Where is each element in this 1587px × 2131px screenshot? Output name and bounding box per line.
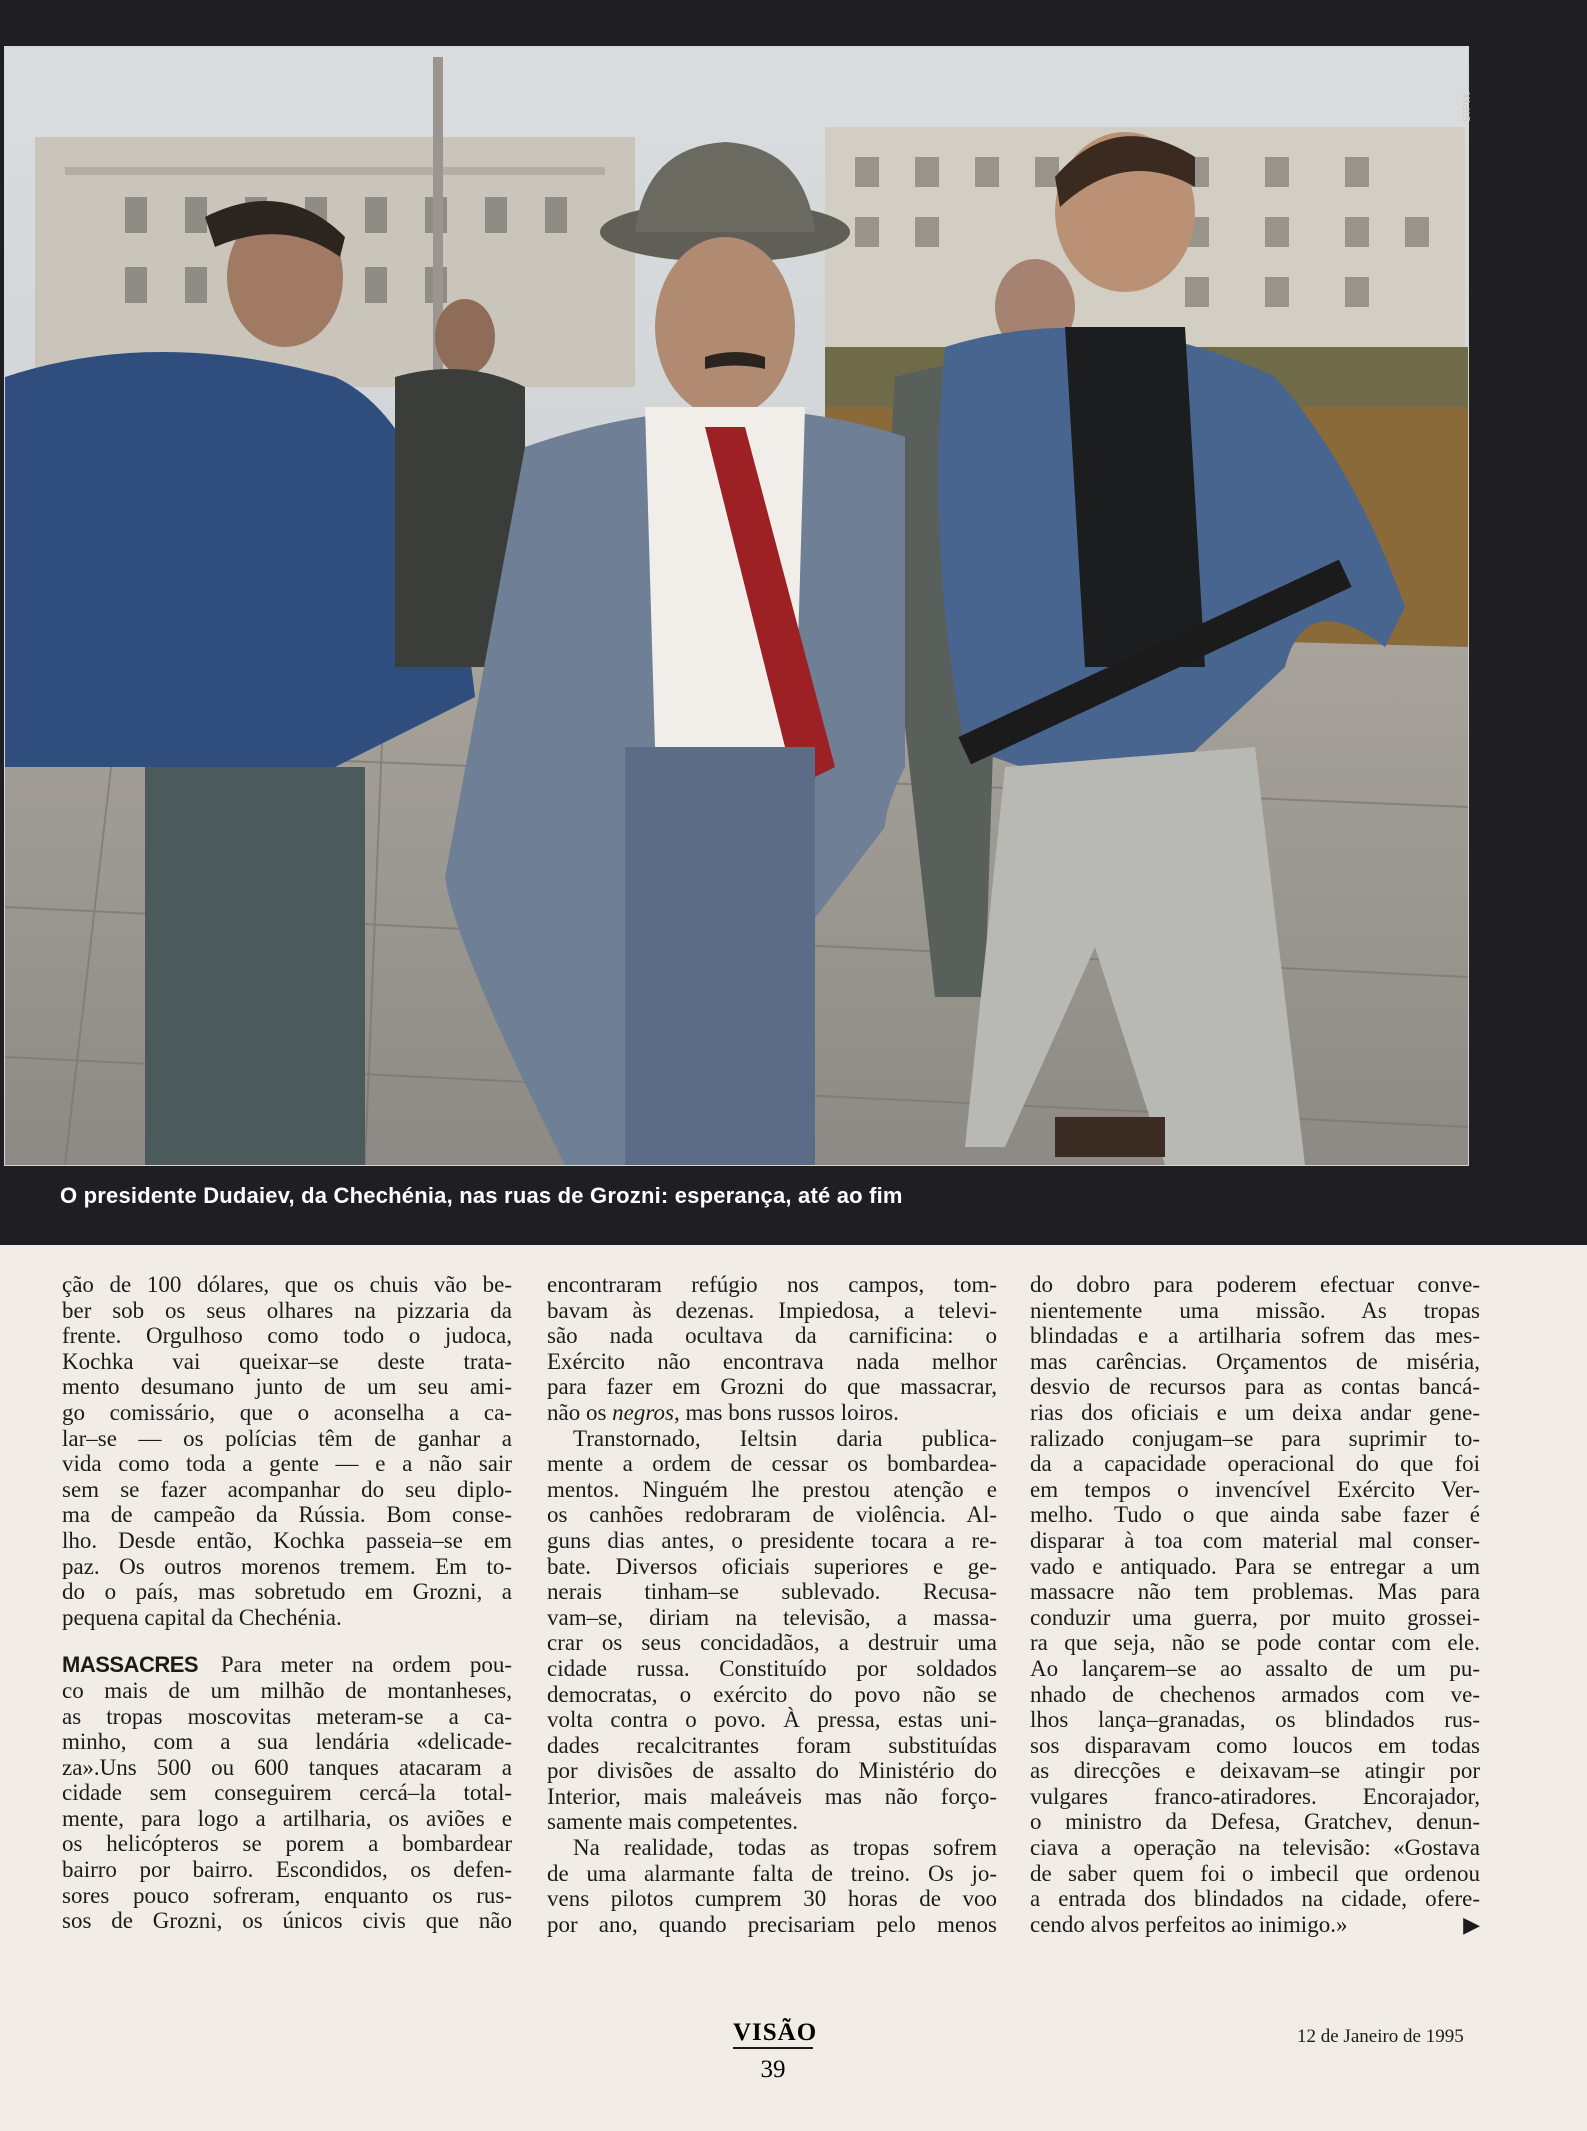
text-line: ção de 100 dólares, que os chuis vão be- [62, 1272, 512, 1297]
text-line: MASSACRES Para meter na ordem pou- [62, 1652, 512, 1678]
text-line: por ano, quando precisariam pelo menos [547, 1911, 997, 1937]
text-line: bairro por bairro. Escondidos, os defen- [62, 1857, 512, 1883]
text-line: não os negros, mas bons russos loiros. [547, 1399, 899, 1425]
text-line: ciava a operação na televisão: «Gostava [1030, 1835, 1480, 1861]
text-line: democratas, o exército do povo não se [547, 1681, 997, 1707]
text-line: rias dos oficiais e um deixa andar gene- [1030, 1399, 1480, 1425]
text-line: conduzir uma guerra, por muito grossei- [1030, 1604, 1480, 1630]
text-line: vulgares franco-atiradores. Encorajador, [1030, 1783, 1480, 1809]
text-line: Kochka vai queixar–se deste trata- [62, 1348, 512, 1374]
text-line: lar–se — os polícias têm de ganhar a [62, 1425, 512, 1451]
text-line: o ministro da Defesa, Gratchev, denun- [1030, 1809, 1480, 1835]
text-line: dades recalcitrantes foram substituídas [547, 1732, 997, 1758]
text-line: minho, com a sua lendária «delicade- [62, 1729, 512, 1755]
text-line: guns dias antes, o presidente tocara a re- [547, 1527, 997, 1553]
text-line: crar os seus concidadãos, a destruir uma [547, 1630, 997, 1656]
text-line: nhado de chechenos armados com ve- [1030, 1681, 1480, 1707]
text-line: ber sob os seus olhares na pizzaria da [62, 1297, 512, 1323]
text-line: cendo alvos perfeitos ao inimigo.» [1030, 1911, 1348, 1937]
text-line: sem se fazer acompanhar do seu diplo- [62, 1476, 512, 1502]
text-line: mente a ordem de cessar os bombardea- [547, 1451, 997, 1477]
text-line: pequena capital da Chechénia. [62, 1604, 342, 1630]
text-line: mento desumano junto de um seu ami- [62, 1374, 512, 1400]
text-line: a entrada dos blindados na cidade, ofere- [1030, 1886, 1480, 1912]
text-line: go comissário, que o aconselha a ca- [62, 1399, 512, 1425]
text-line: mentos. Ninguém lhe prestou atenção e [547, 1476, 997, 1502]
text-line: co mais de um milhão de montanheses, [62, 1677, 512, 1703]
section-kicker: MASSACRES [62, 1652, 199, 1678]
text-line: vens pilotos cumprem 30 horas de voo [547, 1886, 997, 1912]
text-line: Transtornado, Ieltsin daria publica- [573, 1425, 997, 1451]
text-line: do dobro para poderem efectuar conve- [1030, 1272, 1480, 1297]
photo-credit: SIPIX [1462, 91, 1473, 122]
text-line: encontraram refúgio nos campos, tom- [547, 1272, 997, 1297]
text-line: bavam às dezenas. Impiedosa, a televi- [547, 1297, 997, 1323]
text-line: os canhões redobraram de violência. Al- [547, 1502, 997, 1528]
text-line: sos disparavam como loucos em todas [1030, 1732, 1480, 1758]
text-line: por divisões de assalto do Ministério do [547, 1758, 997, 1784]
text-line: mas carências. Orçamentos de miséria, [1030, 1348, 1480, 1374]
text-line: Na realidade, todas as tropas sofrem [573, 1835, 997, 1861]
text-line: paz. Os outros morenos tremem. Em to- [62, 1553, 512, 1579]
text-line: são nada ocultava da carnificina: o [547, 1323, 997, 1349]
text-line: para fazer em Grozni do que massacrar, [547, 1374, 997, 1400]
text-line: sores pouco sofreram, enquanto os rus- [62, 1882, 512, 1908]
text-line: as direcções e deixavam–se atingir por [1030, 1758, 1480, 1784]
text-line: em tempos o invencível Exército Ver- [1030, 1476, 1480, 1502]
text-line: vida como toda a gente — e a não sair [62, 1451, 512, 1477]
magazine-name: VISÃO [733, 2019, 813, 2049]
column-1 [62, 1272, 512, 1934]
text-line: ra que seja, não se pode contar com ele. [1030, 1630, 1480, 1656]
text-line: ma de campeão da Rússia. Bom conse- [62, 1502, 512, 1528]
text-line: cidade sem conseguirem cercá–la total- [62, 1780, 512, 1806]
text-line: frente. Orgulhoso como todo o judoca, [62, 1323, 512, 1349]
article-body [62, 1272, 1482, 2012]
text-line: cidade russa. Constituído por soldados [547, 1655, 997, 1681]
text-line: de uma alarmante falta de treino. Os jo- [547, 1860, 997, 1886]
text-line: vam–se, diriam na televisão, a massa- [547, 1604, 997, 1630]
text-line: melho. Tudo o que ainda sabe fazer é [1030, 1502, 1480, 1528]
text-line: Exército não encontrava nada melhor [547, 1348, 997, 1374]
text-line: ralizado conjugam–se para suprimir to- [1030, 1425, 1480, 1451]
text-line: de saber quem foi o imbecil que ordenou [1030, 1860, 1480, 1886]
text-line: bate. Diversos oficiais superiores e ge- [547, 1553, 997, 1579]
text-line: samente mais competentes. [547, 1809, 799, 1835]
continue-arrow-icon: ▶ [1463, 1911, 1480, 1937]
text-line: as tropas moscovitas meteram-se a ca- [62, 1703, 512, 1729]
text-line: do o país, mas sobretudo em Grozni, a [62, 1579, 512, 1605]
text-line: massacre não tem problemas. Mas para [1030, 1579, 1480, 1605]
text-line: nerais tinham–se sublevado. Recusa- [547, 1579, 997, 1605]
text-line: vado e antiquado. Para se entregar a um [1030, 1553, 1480, 1579]
text-line: Ao lançarem–se ao assalto de um pu- [1030, 1655, 1480, 1681]
text-line: Interior, mais maleáveis mas não forço- [547, 1783, 997, 1809]
column-3 [1030, 1272, 1480, 1937]
text-line: volta contra o povo. À pressa, estas uni- [547, 1707, 997, 1733]
text-line: mente, para logo a artilharia, os aviões e [62, 1805, 512, 1831]
photo-caption: O presidente Dudaiev, da Chechénia, nas ruas de Grozni: esperança, até ao fim [60, 1183, 903, 1208]
text-line: lho. Desde então, Kochka passeia–se em [62, 1527, 512, 1553]
news-photo [4, 46, 1469, 1166]
text-line: lhos lança–granadas, os blindados rus- [1030, 1707, 1480, 1733]
text-line: da a capacidade operacional do que foi [1030, 1451, 1480, 1477]
text-line: disparar à toa com material mal conser- [1030, 1527, 1480, 1553]
text-line: blindadas e a artilharia sofrem das mes- [1030, 1323, 1480, 1349]
text-line: os helicópteros se porem a bombardear [62, 1831, 512, 1857]
text-line: sos de Grozni, os únicos civis que não [62, 1908, 512, 1934]
issue-date: 12 de Janeiro de 1995 [1297, 2026, 1464, 2047]
column-2 [547, 1272, 997, 1937]
text-line: nientemente uma missão. As tropas [1030, 1297, 1480, 1323]
italic-word: negros [612, 1399, 674, 1425]
page-number: 39 [760, 2056, 786, 2083]
text-line: za».Uns 500 ou 600 tanques atacaram a [62, 1754, 512, 1780]
text-line: desvio de recursos para as contas bancá- [1030, 1374, 1480, 1400]
